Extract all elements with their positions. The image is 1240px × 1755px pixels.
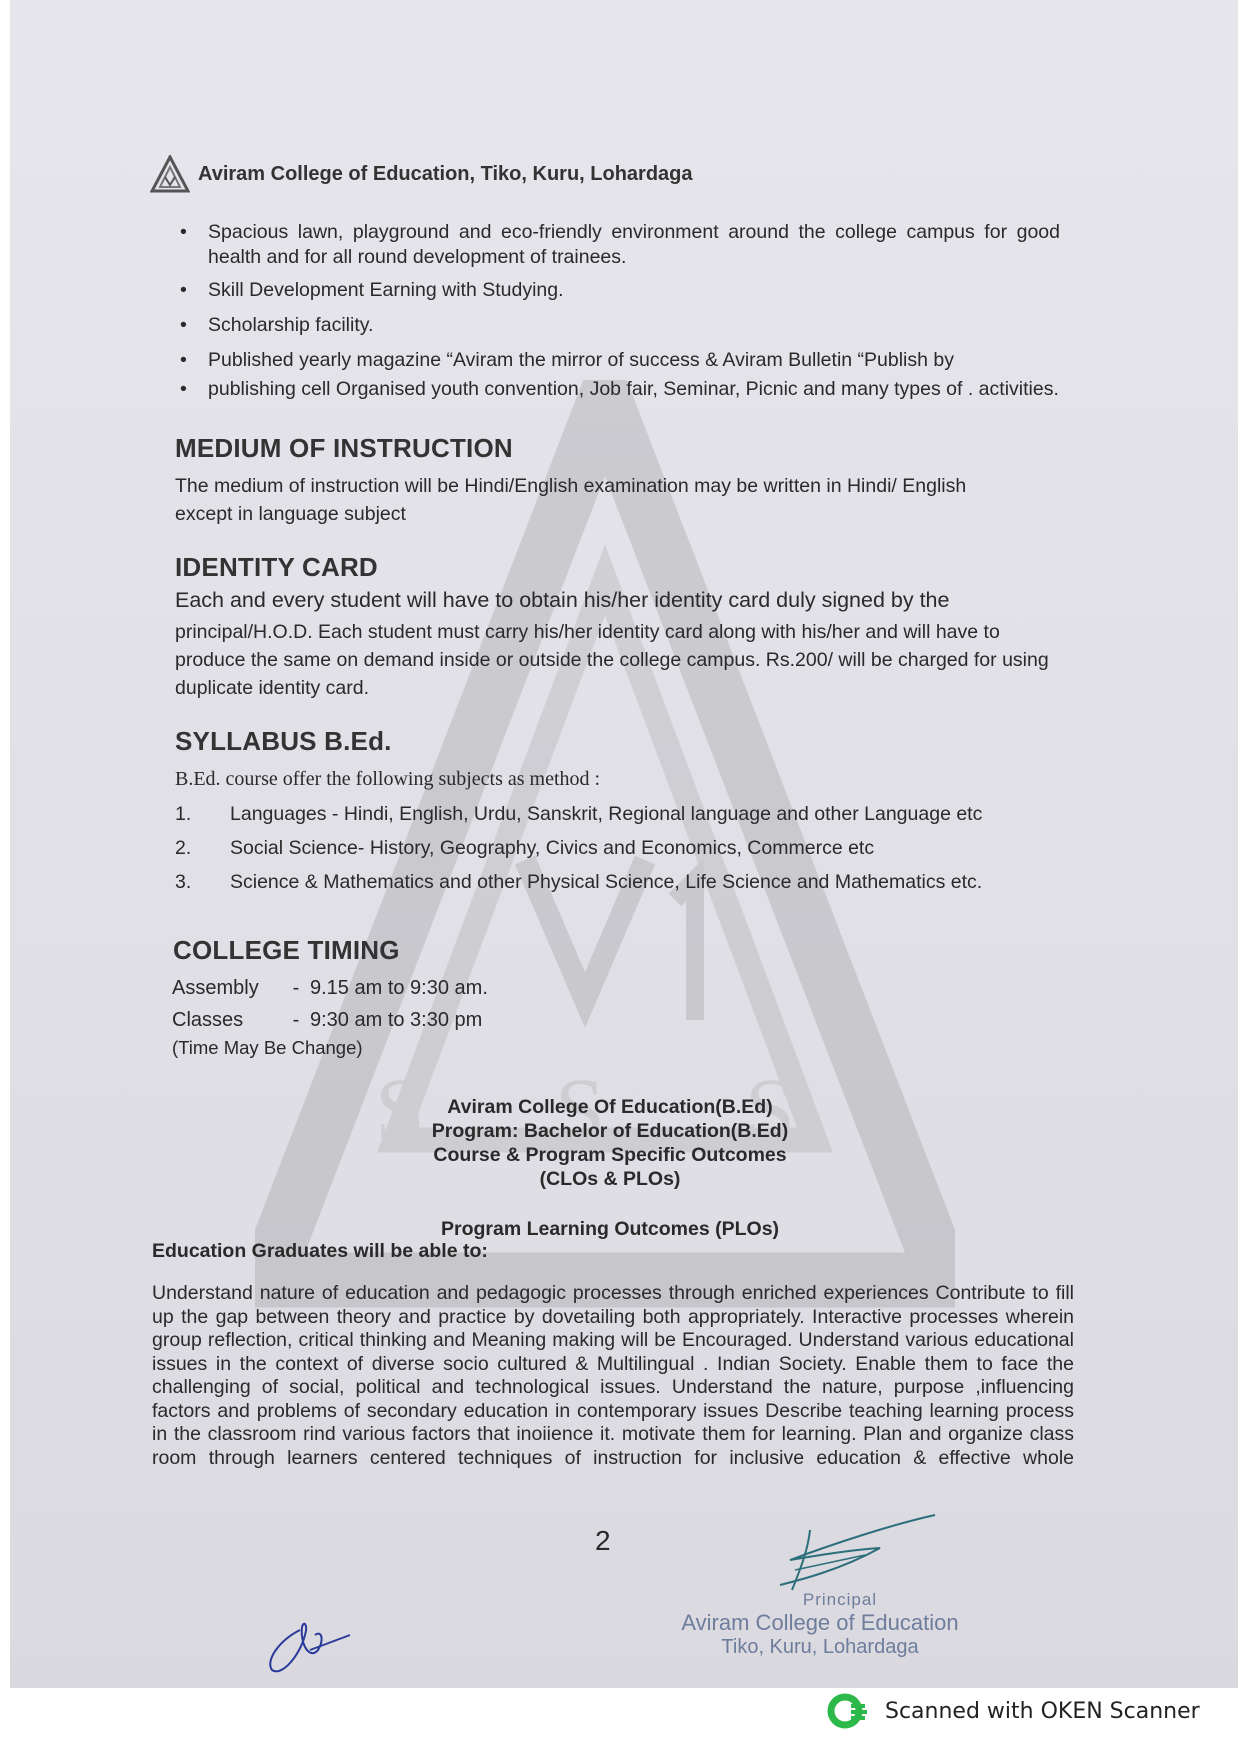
facilities-list: [180, 220, 1060, 401]
item-number: 3.: [175, 871, 192, 893]
svg-text:S: S: [375, 1061, 426, 1160]
medium-heading: MEDIUM OF INSTRUCTION: [175, 433, 513, 463]
program-outcomes-subtitle: (CLOs & PLOs): [539, 1168, 681, 1190]
page-number: 2: [595, 1525, 611, 1556]
timing-row-assembly: [172, 972, 488, 1004]
identity-text: principal/H.O.D. Each student must carry his/her identity card along with his/her and will have to produce the same on demand inside or outside the college campus. Rs.200/ will be charged for using duplicate identity card.: [175, 621, 1049, 699]
list-item: [175, 865, 1075, 899]
stamp-address: Tiko, Kuru, Lohardaga: [721, 1636, 919, 1658]
list-item-text: Published yearly magazine “Aviram the mirror of success & Aviram Bulletin “Publish by: [208, 349, 954, 371]
list-item: [180, 313, 1060, 338]
stamp-college-name: Aviram College of Education: [681, 1610, 959, 1635]
medium-text: The medium of instruction will be Hindi/English examination may be written in Hindi/ English except in language subject: [175, 475, 967, 525]
list-item-text: Scholarship facility.: [208, 314, 374, 336]
timing-row-classes: [172, 1004, 488, 1036]
syllabus-intro: B.Ed. course offer the following subjects as method :: [175, 768, 601, 790]
program-name: Program: Bachelor of Education(B.Ed): [431, 1120, 789, 1142]
list-item: [175, 831, 1075, 865]
list-item: [180, 220, 1060, 270]
timing-value: 9.15 am to 9:30 am.: [310, 977, 488, 999]
identity-line1: Each and every student will have to obtain his/her identity card duly signed by the: [175, 588, 950, 612]
principal-stamp: [655, 1590, 985, 1659]
scanned-page: [10, 0, 1238, 1688]
plo-heading: Program Learning Outcomes (PLOs): [440, 1218, 780, 1240]
timing-heading: COLLEGE TIMING: [173, 935, 400, 965]
list-item: [180, 278, 1060, 303]
oken-scanner-logo-icon: [825, 1688, 871, 1734]
timing-value: 9:30 am to 3:30 pm: [310, 1009, 483, 1031]
identity-heading: IDENTITY CARD: [175, 552, 378, 582]
program-college-name: Aviram College Of Education(B.Ed): [447, 1096, 773, 1118]
timing-separator: -: [292, 1009, 300, 1031]
aviram-triangle-logo-icon: [150, 155, 190, 193]
timing-note: (Time May Be Change): [172, 1037, 363, 1058]
syllabus-heading: SYLLABUS B.Ed.: [175, 726, 392, 756]
timing-separator: -: [292, 977, 300, 999]
program-title-block: [310, 1095, 910, 1191]
item-text: Languages - Hindi, English, Urdu, Sanskrit, Regional language and other Language etc: [230, 803, 983, 825]
timing-label: Classes: [172, 1009, 244, 1031]
svg-text:S: S: [745, 1061, 796, 1160]
timing-table: [172, 972, 488, 1060]
list-item: [180, 377, 1060, 401]
page-header: [150, 155, 693, 193]
list-item: [180, 348, 1060, 373]
outcomes-paragraph: Understand nature of education and pedagogic processes through enriched experiences Contribute to fill up the gap between theory and practice by dovetailing both appropriately. Interactive processes wherein group reflection, critical thinking and Meaning making will be Encouraged. Understand various educational issues in the context of diverse socio cultured & Multilingual . Indian Society. Enable them to face the challenging of social, political and technological issues. Understand the nature, purpose ,influencing factors and problems of secondary education in contemporary issues Describe teaching learning process in the classroom rind various factors that inoiience it. motivate them for learning. Plan and organize class room through learners centered techniques of instruction for inclusive education & effective whole: [152, 1282, 1074, 1469]
stamp-title: Principal: [802, 1590, 878, 1609]
list-item-text: Spacious lawn, playground and eco-friendly environment around the college campus for good health and for all round development of trainees.: [208, 221, 1060, 268]
svg-text:S: S: [555, 1061, 606, 1160]
list-item-text: publishing cell Organised youth convention, Job fair, Seminar, Picnic and many types of . activities.: [208, 378, 1059, 400]
principal-signature: [770, 1510, 950, 1600]
item-number: 2.: [175, 837, 192, 859]
list-item-text: Skill Development Earning with Studying.: [208, 279, 564, 301]
graduates-line: Education Graduates will be able to:: [152, 1240, 488, 1262]
item-number: 1.: [175, 803, 192, 825]
program-outcomes-title: Course & Program Specific Outcomes: [433, 1144, 787, 1166]
syllabus-list: [175, 797, 1075, 899]
initials-signature: [260, 1605, 360, 1680]
list-item: [175, 797, 1075, 831]
scanner-label: Scanned with OKEN Scanner: [885, 1698, 1200, 1724]
item-text: Science & Mathematics and other Physical Science, Life Science and Mathematics etc.: [230, 871, 983, 893]
item-text: Social Science- History, Geography, Civics and Economics, Commerce etc: [230, 837, 875, 859]
timing-label: Assembly: [172, 977, 259, 999]
scanner-watermark: [825, 1688, 1200, 1734]
college-name-header: Aviram College of Education, Tiko, Kuru, Lohardaga: [198, 162, 693, 185]
